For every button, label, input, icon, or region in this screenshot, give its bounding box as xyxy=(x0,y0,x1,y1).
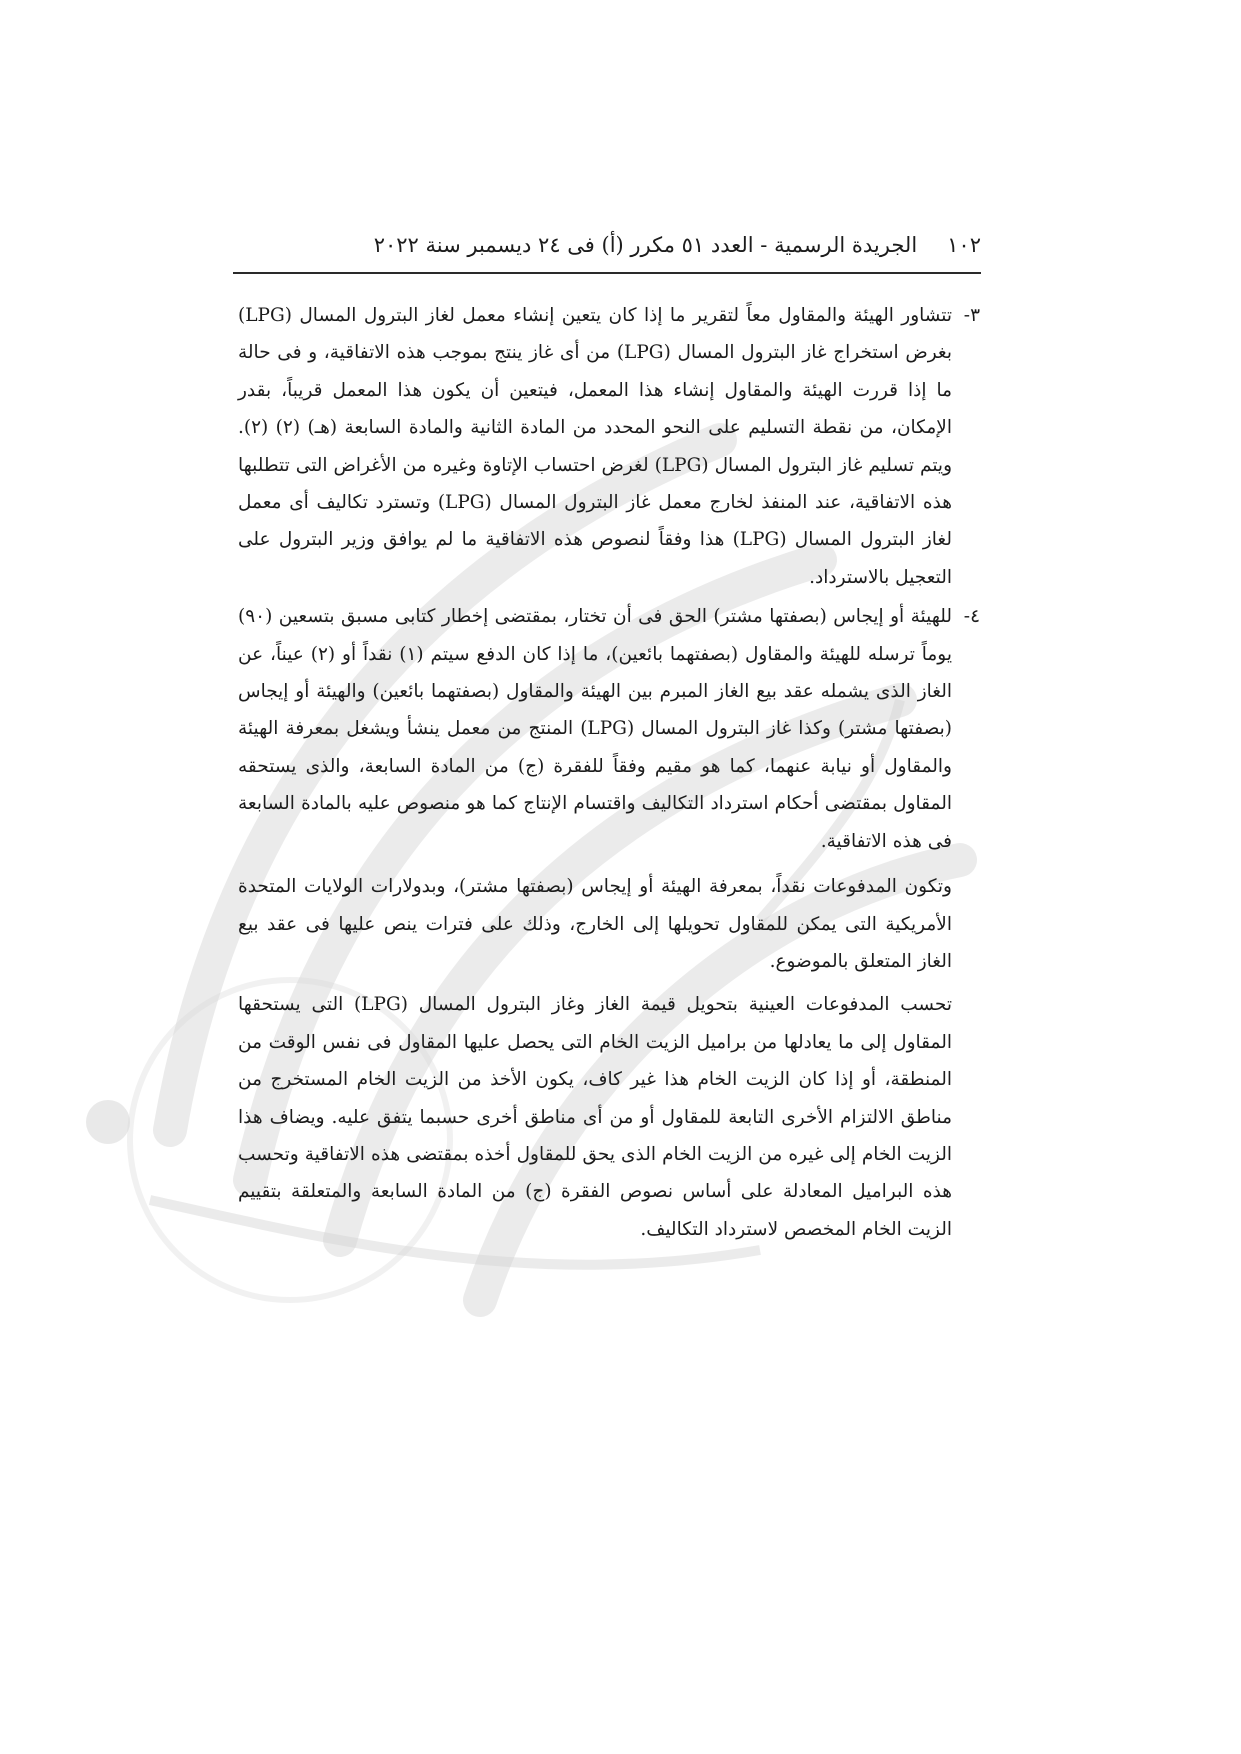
header-divider xyxy=(233,272,981,274)
clause-3-text: تتشاور الهيئة والمقاول معاً لتقرير ما إذا كان يتعين إنشاء معمل لغاز البترول المسال (LPG) بغرض استخراج غاز البترول المسال (LPG) من أى غاز ينتج بموجب هذه الاتفاقية، و فى حالة ما إذا قررت الهيئة والمقاول إنشاء هذا المعمل، فيتعين أن يكون هذا المعمل قريباً، بقدر الإمكان، من نقطة التسليم على النحو المحدد من المادة الثانية والمادة السابعة (هـ) (٢) (٢). ويتم تسليم غاز البترول المسال (LPG) لغرض احتساب الإتاوة وغيره من الأغراض التى تتطلبها هذه الاتفاقية، عند المنفذ لخارج معمل غاز البترول المسال (LPG) وتسترد تكاليف أى معمل لغاز البترول المسال (LPG) هذا وفقاً لنصوص هذه الاتفاقية ما لم يوافق وزير البترول على التعجيل بالاسترداد. xyxy=(238,305,953,588)
clause-4-cash-payments-paragraph: وتكون المدفوعات نقداً، بمعرفة الهيئة أو إيجاس (بصفتها مشتر)، وبدولارات الولايات المتحدة الأمريكية التى يمكن للمقاول تحويلها إلى الخارج، وذلك على فترات ينص عليها فى عقد بيع الغاز المتعلق بالموضوع. xyxy=(238,876,952,972)
clause-4-text: للهيئة أو إيجاس (بصفتها مشتر) الحق فى أن تختار، بمقتضى إخطار كتابى مسبق بتسعين (٩٠) يوماً ترسله للهيئة والمقاول (بصفتهما بائعين)، ما إذا كان الدفع سيتم (١) نقداً أو (٢) عيناً، عن الغاز الذى يشمله عقد بيع الغاز المبرم بين الهيئة والمقاول (بصفتهما بائعين) والهيئة أو إيجاس (بصفتها مشتر) وكذا غاز البترول المسال (LPG) المنتج من معمل ينشأ ويشغل بمعرفة الهيئة والمقاول أو نيابة عنهما، كما هو مقيم وفقاً للفقرة (ج) من المادة السابعة، والذى يستحقه المقاول بمقتضى أحكام استرداد التكاليف واقتسام الإنتاج كما هو منصوص عليه بالمادة السابعة فى هذه الاتفاقية. xyxy=(238,606,952,852)
clause-4 xyxy=(238,598,980,1248)
clause-4-in-kind-payments-paragraph: تحسب المدفوعات العينية بتحويل قيمة الغاز وغاز البترول المسال (LPG) التى يستحقها المقاول إلى ما يعادلها من براميل الزيت الخام التى يحصل عليها المقاول فى نفس الوقت من المنطقة، أو إذا كان الزيت الخام هذا غير كاف، يكون الأخذ من الزيت الخام المستخرج من مناطق الالتزام الأخرى التابعة للمقاول أو من أى مناطق أخرى حسبما يتفق عليه. ويضاف هذا الزيت الخام إلى غيره من الزيت الخام الذى يحق للمقاول أخذه بمقتضى هذه الاتفاقية وتحسب هذه البراميل المعادلة على أساس نصوص الفقرة (ج) من المادة السابعة والمتعلقة بتقييم الزيت الخام المخصص لاسترداد التكاليف. xyxy=(238,994,953,1240)
document-body xyxy=(238,297,980,1248)
page-header xyxy=(233,225,981,265)
clause-3-number: ٣- xyxy=(963,305,980,326)
page-number: ١٠٢ xyxy=(947,233,981,257)
clause-3 xyxy=(238,297,980,596)
clause-4-number: ٤- xyxy=(963,606,980,628)
header-title: الجريدة الرسمية - العدد ٥١ مكرر (أ) فى ٢٤ ديسمبر سنة ٢٠٢٢ xyxy=(373,233,918,257)
